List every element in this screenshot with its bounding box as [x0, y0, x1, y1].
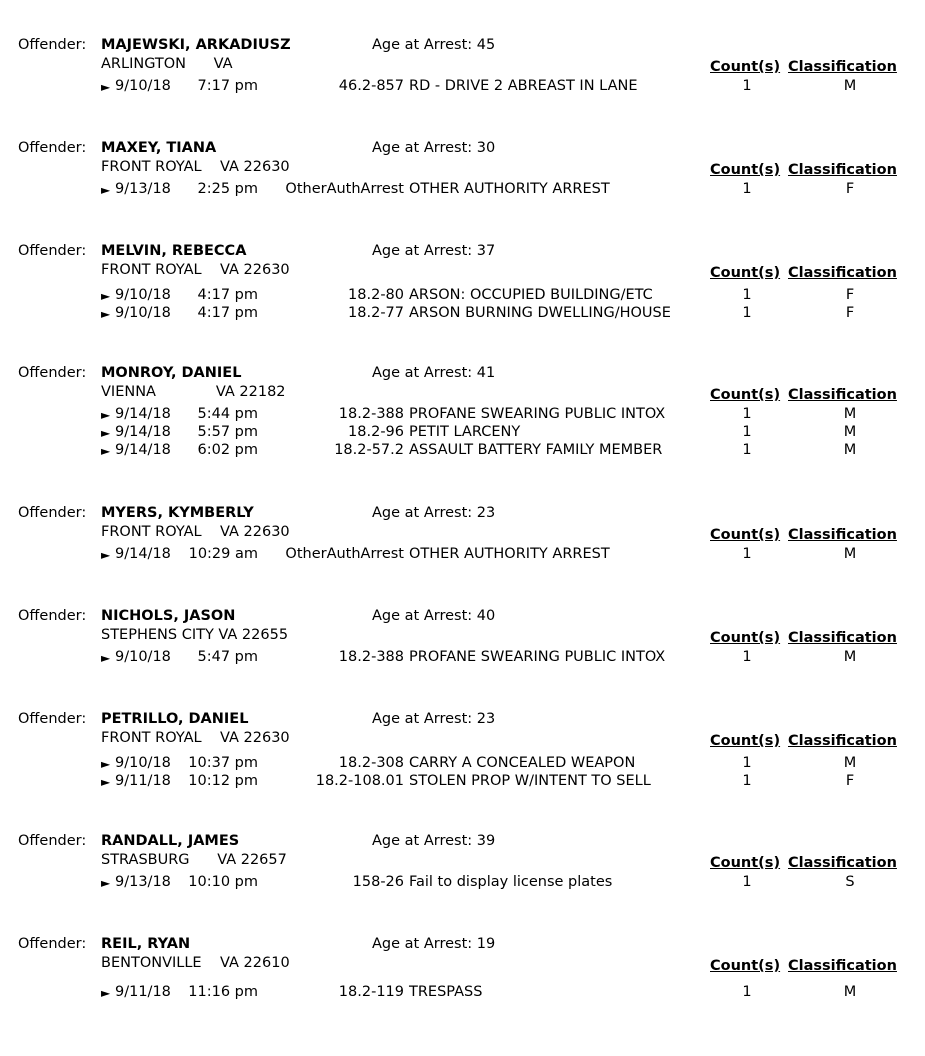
counts-header: Count(s)	[710, 387, 781, 403]
offender-label: Offender:	[18, 37, 87, 53]
charge-row	[0, 984, 925, 1003]
charge-classification: M	[843, 442, 857, 458]
arrow-icon: ►	[101, 757, 111, 771]
charge-description: ASSAULT BATTERY FAMILY MEMBER	[409, 442, 663, 458]
age-value: 19	[476, 936, 496, 952]
offender-address: STEPHENS CITY VA 22655	[101, 627, 289, 643]
charge-classification: S	[845, 874, 855, 890]
charge-description: RD - DRIVE 2 ABREAST IN LANE	[409, 78, 638, 94]
offender-name: RANDALL, JAMES	[101, 833, 240, 849]
charge-time: 5:57 pm	[197, 424, 258, 440]
classification-header: Classification	[788, 855, 897, 871]
charge-classification: F	[845, 181, 855, 197]
age-at-arrest	[372, 505, 495, 521]
offender-address: ARLINGTON VA	[101, 56, 233, 72]
counts-header: Count(s)	[710, 265, 781, 281]
age-label: Age at Arrest:	[372, 365, 477, 381]
charge-time: 10:37 pm	[188, 755, 258, 771]
charge-row	[0, 78, 925, 97]
charge-row	[0, 649, 925, 668]
charge-classification: M	[843, 755, 857, 771]
charge-count: 1	[742, 287, 752, 303]
age-label: Age at Arrest:	[372, 243, 477, 259]
counts-header: Count(s)	[710, 59, 781, 75]
age-label: Age at Arrest:	[372, 936, 477, 952]
charge-time: 5:47 pm	[197, 649, 258, 665]
charge-time: 5:44 pm	[197, 406, 258, 422]
arrow-icon: ►	[101, 986, 111, 1000]
offender-name: MONROY, DANIEL	[101, 365, 242, 381]
arrow-icon: ►	[101, 775, 111, 789]
charge-time: 4:17 pm	[197, 305, 258, 321]
age-at-arrest	[372, 365, 495, 381]
age-value: 23	[476, 711, 496, 727]
offender-label: Offender:	[18, 140, 87, 156]
charge-count: 1	[742, 984, 752, 1000]
classification-header: Classification	[788, 733, 897, 749]
charge-time: 10:29 am	[188, 546, 258, 562]
age-label: Age at Arrest:	[372, 37, 477, 53]
charge-date: 9/14/18	[115, 442, 171, 458]
charge-classification: M	[843, 406, 857, 422]
charge-row	[0, 442, 925, 461]
counts-header: Count(s)	[710, 855, 781, 871]
classification-header: Classification	[788, 59, 897, 75]
classification-header: Classification	[788, 958, 897, 974]
age-value: 23	[476, 505, 496, 521]
charge-time: 2:25 pm	[197, 181, 258, 197]
offender-record	[0, 505, 925, 625]
charge-description: OTHER AUTHORITY ARREST	[409, 546, 610, 562]
charge-classification: M	[843, 78, 857, 94]
offender-record	[0, 37, 925, 157]
offender-label: Offender:	[18, 505, 87, 521]
charge-row	[0, 305, 925, 324]
classification-header: Classification	[788, 527, 897, 543]
counts-header: Count(s)	[710, 630, 781, 646]
arrow-icon: ►	[101, 426, 111, 440]
charge-code: 18.2-119	[338, 984, 404, 1000]
arrow-icon: ►	[101, 408, 111, 422]
age-value: 45	[476, 37, 496, 53]
charge-date: 9/14/18	[115, 546, 171, 562]
charge-row	[0, 424, 925, 443]
offender-address: VIENNA VA 22182	[101, 384, 286, 400]
offender-record	[0, 608, 925, 728]
age-at-arrest	[372, 711, 495, 727]
age-label: Age at Arrest:	[372, 505, 477, 521]
charge-code: 18.2-57.2	[334, 442, 404, 458]
charge-row	[0, 546, 925, 565]
offender-label: Offender:	[18, 243, 87, 259]
age-label: Age at Arrest:	[372, 711, 477, 727]
charge-row	[0, 755, 925, 774]
arrow-icon: ►	[101, 80, 111, 94]
offender-name: MYERS, KYMBERLY	[101, 505, 254, 521]
charge-code: 158-26	[352, 874, 404, 890]
arrow-icon: ►	[101, 548, 111, 562]
charge-date: 9/14/18	[115, 406, 171, 422]
charge-code: OtherAuthArrest	[285, 546, 404, 562]
charge-date: 9/13/18	[115, 181, 171, 197]
charge-time: 10:12 pm	[188, 773, 258, 789]
age-value: 30	[476, 140, 496, 156]
offender-record	[0, 365, 925, 485]
charge-code: OtherAuthArrest	[285, 181, 404, 197]
charge-description: Fail to display license plates	[409, 874, 613, 890]
arrow-icon: ►	[101, 289, 111, 303]
charge-count: 1	[742, 442, 752, 458]
charge-date: 9/10/18	[115, 649, 171, 665]
charge-description: ARSON: OCCUPIED BUILDING/ETC	[409, 287, 653, 303]
classification-header: Classification	[788, 265, 897, 281]
charge-count: 1	[742, 649, 752, 665]
offender-record	[0, 711, 925, 831]
charge-count: 1	[742, 546, 752, 562]
charge-description: PROFANE SWEARING PUBLIC INTOX	[409, 406, 666, 422]
offender-address: FRONT ROYAL VA 22630	[101, 524, 290, 540]
offender-record	[0, 833, 925, 953]
arrow-icon: ►	[101, 876, 111, 890]
offender-record	[0, 243, 925, 363]
offender-name: REIL, RYAN	[101, 936, 191, 952]
arrow-icon: ►	[101, 307, 111, 321]
charge-description: OTHER AUTHORITY ARREST	[409, 181, 610, 197]
offender-label: Offender:	[18, 936, 87, 952]
charge-description: TRESPASS	[409, 984, 483, 1000]
age-label: Age at Arrest:	[372, 608, 477, 624]
classification-header: Classification	[788, 162, 897, 178]
charge-date: 9/10/18	[115, 305, 171, 321]
charge-date: 9/10/18	[115, 287, 171, 303]
classification-header: Classification	[788, 630, 897, 646]
charge-time: 10:10 pm	[188, 874, 258, 890]
charge-count: 1	[742, 773, 752, 789]
charge-code: 18.2-96	[348, 424, 404, 440]
charge-classification: M	[843, 424, 857, 440]
charge-classification: F	[845, 773, 855, 789]
charge-code: 46.2-857	[338, 78, 404, 94]
offender-name: MELVIN, REBECCA	[101, 243, 247, 259]
counts-header: Count(s)	[710, 958, 781, 974]
charge-date: 9/14/18	[115, 424, 171, 440]
charge-description: ARSON BURNING DWELLING/HOUSE	[409, 305, 671, 321]
age-at-arrest	[372, 243, 495, 259]
charge-description: STOLEN PROP W/INTENT TO SELL	[409, 773, 651, 789]
age-value: 37	[476, 243, 496, 259]
charge-count: 1	[742, 406, 752, 422]
charge-date: 9/13/18	[115, 874, 171, 890]
offender-label: Offender:	[18, 608, 87, 624]
charge-count: 1	[742, 305, 752, 321]
charge-classification: F	[845, 287, 855, 303]
charge-row	[0, 874, 925, 893]
charge-count: 1	[742, 874, 752, 890]
age-at-arrest	[372, 608, 495, 624]
charge-row	[0, 287, 925, 306]
offender-record	[0, 140, 925, 260]
charge-count: 1	[742, 755, 752, 771]
charge-date: 9/11/18	[115, 773, 171, 789]
charge-description: PETIT LARCENY	[409, 424, 521, 440]
charge-time: 4:17 pm	[197, 287, 258, 303]
age-at-arrest	[372, 37, 495, 53]
offender-name: NICHOLS, JASON	[101, 608, 236, 624]
charge-date: 9/10/18	[115, 755, 171, 771]
charge-count: 1	[742, 424, 752, 440]
charge-classification: M	[843, 546, 857, 562]
offender-name: MAXEY, TIANA	[101, 140, 217, 156]
offender-label: Offender:	[18, 365, 87, 381]
charge-code: 18.2-308	[338, 755, 404, 771]
charge-classification: F	[845, 305, 855, 321]
counts-header: Count(s)	[710, 162, 781, 178]
age-at-arrest	[372, 936, 495, 952]
charge-row	[0, 773, 925, 792]
charge-code: 18.2-80	[348, 287, 404, 303]
age-value: 41	[476, 365, 496, 381]
counts-header: Count(s)	[710, 527, 781, 543]
offender-address: FRONT ROYAL VA 22630	[101, 730, 290, 746]
classification-header: Classification	[788, 387, 897, 403]
charge-row	[0, 406, 925, 425]
charge-description: CARRY A CONCEALED WEAPON	[409, 755, 636, 771]
counts-header: Count(s)	[710, 733, 781, 749]
offender-name: PETRILLO, DANIEL	[101, 711, 249, 727]
age-value: 39	[476, 833, 496, 849]
age-at-arrest	[372, 833, 495, 849]
charge-count: 1	[742, 181, 752, 197]
charge-date: 9/11/18	[115, 984, 171, 1000]
charge-classification: M	[843, 984, 857, 1000]
charge-time: 6:02 pm	[197, 442, 258, 458]
arrow-icon: ►	[101, 651, 111, 665]
age-label: Age at Arrest:	[372, 833, 477, 849]
age-label: Age at Arrest:	[372, 140, 477, 156]
charge-classification: M	[843, 649, 857, 665]
charge-code: 18.2-108.01	[315, 773, 404, 789]
offender-label: Offender:	[18, 711, 87, 727]
charge-code: 18.2-77	[348, 305, 404, 321]
arrow-icon: ►	[101, 183, 111, 197]
offender-address: STRASBURG VA 22657	[101, 852, 287, 868]
charge-count: 1	[742, 78, 752, 94]
charge-code: 18.2-388	[338, 649, 404, 665]
age-at-arrest	[372, 140, 495, 156]
charge-description: PROFANE SWEARING PUBLIC INTOX	[409, 649, 666, 665]
offender-address: FRONT ROYAL VA 22630	[101, 262, 290, 278]
offender-address: FRONT ROYAL VA 22630	[101, 159, 290, 175]
charge-time: 11:16 pm	[188, 984, 258, 1000]
charge-date: 9/10/18	[115, 78, 171, 94]
offender-address: BENTONVILLE VA 22610	[101, 955, 290, 971]
age-value: 40	[476, 608, 496, 624]
charge-row	[0, 181, 925, 200]
charge-time: 7:17 pm	[197, 78, 258, 94]
offender-name: MAJEWSKI, ARKADIUSZ	[101, 37, 291, 53]
offender-label: Offender:	[18, 833, 87, 849]
charge-code: 18.2-388	[338, 406, 404, 422]
arrow-icon: ►	[101, 444, 111, 458]
offender-record	[0, 936, 925, 1056]
